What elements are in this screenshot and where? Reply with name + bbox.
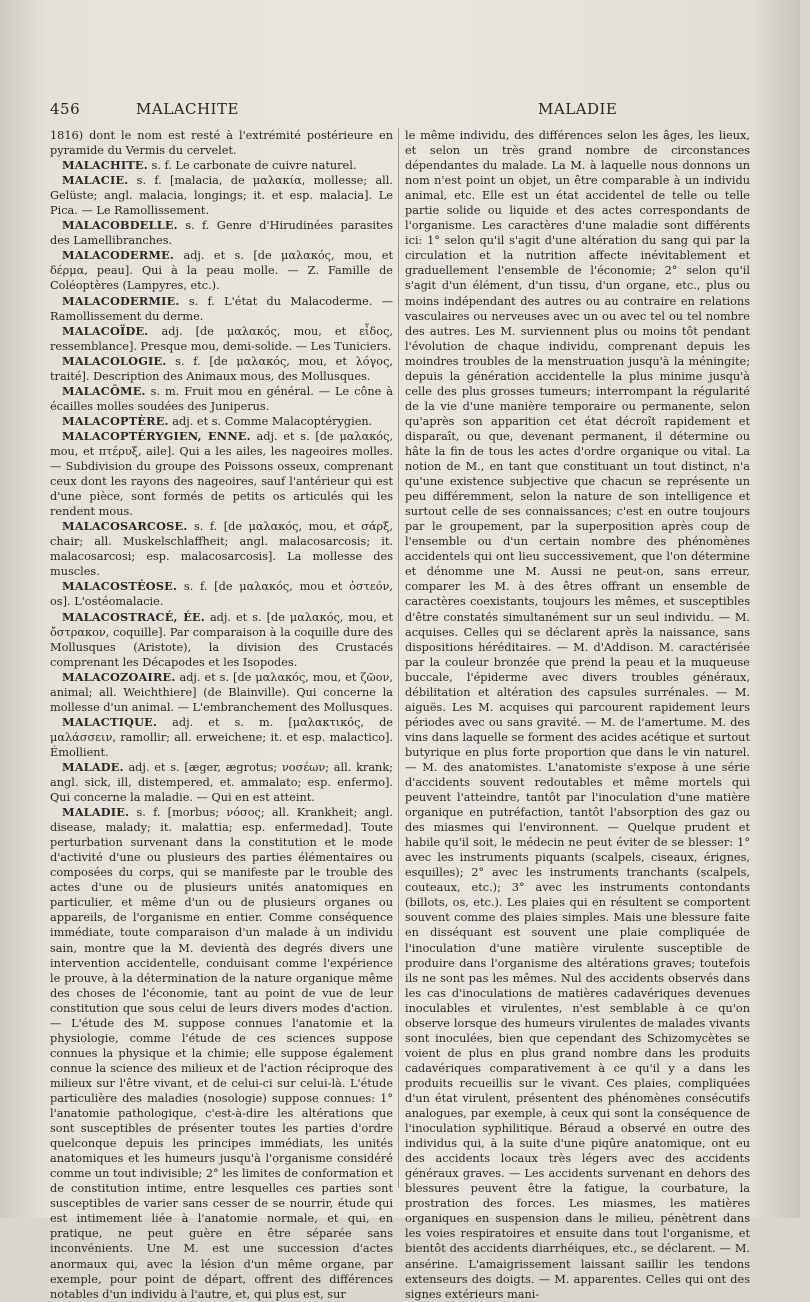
entry-headword: MALACOBDELLE. (62, 218, 178, 233)
entry-text: adj. et s. [de μαλακός, mou, et πτέρυξ, aile]. Qui a les ailes, les nageoires molles. — Subdivision du groupe des Poissons osseux, comprenant ceux dont les rayons des nageoires, sauf l'antérieur qui est d'une pièce, sont formés de petits os articulés qui les rendent mous. (50, 429, 393, 519)
dictionary-entry (50, 760, 393, 805)
dictionary-entry (50, 805, 393, 1302)
dictionary-entry (50, 429, 393, 519)
dictionary-entry (50, 414, 393, 429)
entry-text: s. m. Fruit mou en général. — Le cône à écailles molles soudées des Juniperus. (50, 384, 393, 413)
entry-headword: MALACOÏDE. (62, 323, 149, 338)
entry-headword: MALACÔME. (62, 383, 146, 398)
dictionary-entry (50, 173, 393, 218)
entry-text: adj. et s. [de μαλακός, mou, et ὄστρακον, coquille]. Par comparaison à la coquille dure des Mollusques (Aristote), la division des Crustacés comprenant les Décapodes et les Isopodes. (50, 610, 393, 669)
entry-text: s. f. L'état du Malacoderme. — Ramollissement du derme. (50, 294, 393, 323)
dictionary-entry (50, 715, 393, 760)
left-column (50, 128, 393, 1301)
entry-text: adj. et s. [de μαλακός, mou, et ζῶον, animal; all. Weichthiere] (de Blainville). Qui concerne la mollesse d'un animal. — L'embranchement des Mollusques. (50, 670, 393, 714)
header-right-word: MALADIE (538, 100, 618, 118)
dictionary-entry (50, 579, 393, 609)
dictionary-entry (50, 610, 393, 670)
entry-text: le même individu, des différences selon les âges, les lieux, et selon un très grand nombre de circonstances dépendantes du malade. La M. à laquelle nous donnons un nom n'est point un objet, un être comparable à un individu animal, etc. Elle est un état accidentel de telle ou telle partie solide ou liquide et des actes correspondants de l'organisme. Les caractères d'une maladie sont différents ici: 1° selon qu'il s'agit d'une altération du sang qui par la circulation et la nutrition affecte inévitablement et graduellement l'ensemble de l'économie; 2° selon qu'il s'agit d'un élément, d'un tissu, d'un organe, etc., plus ou moins indépendant des autres ou au contraire en relations vasculaires ou nerveuses avec un ou avec tel ou tel nombre des autres. Les M. surviennent plus ou moins tôt pendant l'évolution de chaque individu, comprenant depuis les moindres troubles de la menstruation jusqu'à la méningite; depuis la génération accidentelle la plus minime jusqu'à celle des plus grosses tumeurs; interrompant la régularité de la vie d'une manière temporaire ou permanente, selon qu'après son apparition cet état décroît rapidement et disparaît, ou que, devenant permanent, il détermine ou hâte la fin de tous les actes d'ordre organique ou vital. La notion de M., en tant que constituant un tout distinct, n'a qu'une existence subjective que chacun se représente un peu différemment, selon la nature de son intelligence et surtout celle de ses connaissances; c'est en outre toujours par le groupement, par la superposition après coup de l'ensemble ou d'un certain nombre des phénomènes accidentels qui ont lieu successivement, que l'on détermine et dénomme une M. Aussi ne peut-on, sans erreur, comparer les M. à des êtres offrant un ensemble de caractères coexistants, toujours les mêmes, et susceptibles d'être constatés simultanément sur un seul individu. — M. acquises. Celles qui se déclarent après la naissance, sans dispositions héréditaires. — M. d'Addison. M. caractérisée par la couleur bronzée que prend la peau et la muqueuse buccale, l'épiderme avec divers troubles généraux, débilitation et altération des capsules surrénales. — M. aiguës. Les M. acquises qui parcourent rapidement leurs périodes avec ou sans gravité. — M. de l'amertume. M. des vins dans laquelle se forment des acides acétique et surtout butyrique en plus forte proportion que dans le vin naturel. — M. des anatomistes. L'anatomiste s'expose à une série d'accidents souvent redoutables et même mortels qui peuvent l'atteindre, tantôt par l'inoculation d'une matière organique en putréfaction, tantôt l'absorption des gaz ou des miasmes qui l'environnent. — Quelque prudent et habile qu'il soit, le médecin ne peut éviter de se blesser: 1° avec les instruments piquants (scalpels, ciseaux, érignes, esquilles); 2° avec les instruments tranchants (scalpels, couteaux, etc.); 3° avec les instruments contondants (billots, os, etc.). Les plaies qui en résultent se comportent souvent comme des plaies simples. Mais une blessure faite en disséquant est souvent une plaie compliquée de l'inoculation d'une matière virulente susceptible de produire dans l'organisme des altérations graves; toutefois ils ne sont pas les mêmes. Nul des accidents observés dans les cas d'inoculations de matières cadavériques devenues inoculables et virulentes, n'est semblable à ce qu'on observe lorsque des humeurs virulentes de malades vivants sont inoculées, bien que cependant des Schizomycètes se voient de plus en plus grand nombre dans les produits cadavériques comparativement à ce qu'il y a dans les produits recueillis sur le vivant. Ces plaies, compliquées d'un état virulent, présentent des phénomènes consécutifs analogues, par exemple, à ceux qui sont la conséquence de l'inoculation syphilitique. Béraud a observé en outre des individus qui, à la suite d'une piqûre anatomique, ont eu des accidents locaux très légers avec des accidents généraux graves. — Les accidents survenant en dehors des blessures peuvent être la fatigue, la courbature, la prostration des forces. Les miasmes, les matières organiques en suspension dans le milieu, pénètrent dans les voies respiratoires et ensuite dans tout l'organisme, et bientôt des accidents diarrhéiques, etc., se déclarent. — M. ansérine. L'amaigrissement laissant saillir les tendons extenseurs des doigts. — M. apparentes. Celles qui ont des signes extérieurs mani- (405, 129, 750, 1301)
entry-headword: MALACOSARCOSE. (62, 519, 188, 534)
column-divider (398, 128, 399, 1188)
entry-text: adj. [de μαλακός, mou, et εἶδος, ressemblance]. Presque mou, demi-solide. — Les Tuniciers. (50, 324, 393, 353)
entry-text: 1816) dont le nom est resté à l'extrémité postérieure en pyramide du Vermis du cervelet. (50, 129, 393, 158)
dictionary-entry (50, 670, 393, 715)
page-number: 456 (50, 100, 81, 118)
entry-headword: MALACODERMIE. (62, 293, 180, 308)
entry-headword: MALACOPTÉRYGIEN, ENNE. (62, 428, 251, 443)
entry-text: s. f. [morbus; νόσος; all. Krankheit; angl. disease, malady; it. malattia; esp. enfermedad]. Toute perturbation survenant dans la constitution et le mode d'activité d'une ou plusieurs des parties élémentaires ou composées du corps, qui se manifeste par le trouble des actes d'une ou de plusieurs unités anatomiques en particulier, et même d'un ou de plusieurs organes ou appareils, de l'organisme en entier. Comme conséquence immédiate, toute comparaison d'un malade à un individu sain, montre que la M. devientà des degrés divers une intervention accidentelle, conduisant comme l'expérience le prouve, à la détermination de la nature organique même des choses de l'économie, tant au point de vue de leur constitution que sous celui de leurs divers modes d'action. — L'étude des M. suppose connues l'anatomie et la physiologie, comme l'étude de ces sciences suppose connues la physique et la chimie; elle suppose également connue la science des milieux et de l'action réciproque des milieux sur l'être vivant, et de celui-ci sur celui-là. L'étude particulière des maladies (nosologie) suppose connues: 1° l'anatomie pathologique, c'est-à-dire les altérations que sont susceptibles de présenter toutes les parties d'ordre quelconque depuis les principes immédiats, les unités anatomiques et les humeurs jusqu'à l'organisme considéré comme un tout indivisible; 2° les limites de conformation et de constitution intime, entre lesquelles ces parties sont susceptibles de varier sans cesser de se nourrir, étude qui est intimement liée à l'anatomie normale, et qui, en pratique, ne peut guère en être séparée sans inconvénients. Une M. est une succession d'actes anormaux qui, avec la lésion d'un même organe, par exemple, pour point de départ, offrent des différences notables d'un individu à l'autre, et, qui plus est, sur (50, 806, 393, 1301)
dictionary-entry (50, 128, 393, 158)
entry-headword: MALADE. (62, 759, 124, 774)
right-column (405, 128, 750, 1301)
entry-headword: MALACOZOAIRE. (62, 669, 176, 684)
entry-headword: MALACOLOGIE. (62, 353, 167, 368)
running-header (50, 100, 810, 122)
dictionary-entry (50, 294, 393, 324)
entry-text: s. f. [de μαλακός, mou, et σάρξ, chair; all. Muskelschlaffheit; angl. malacosarcosis; it. malacosarcosi; esp. malacosarcosis]. La mollesse des muscles. (50, 520, 393, 579)
entry-text: s. f. Le carbonate de cuivre naturel. (147, 159, 357, 173)
dictionary-entry (50, 354, 393, 384)
entry-headword: MALACTIQUE. (62, 714, 158, 729)
dictionary-entry (50, 384, 393, 414)
entry-text: adj. et s. Comme Malacoptérygien. (168, 414, 373, 428)
entry-text: s. f. Genre d'Hirudinées parasites des Lamellibranches. (50, 219, 393, 248)
entry-headword: MALACOSTÉOSE. (62, 579, 178, 594)
entry-headword: MALACODERME. (62, 248, 175, 263)
dictionary-entry (50, 248, 393, 293)
header-left-word: MALACHITE (136, 100, 239, 118)
entry-text: adj. et s. [de μαλακός, mou, et δέρμα, peau]. Qui à la peau molle. — Z. Famille de Coléoptères (Lampyres, etc.). (50, 249, 393, 293)
entry-text: adj. et s. [æger, ægrotus; νοσέων; all. krank; angl. sick, ill, distempered, et. ammalato; esp. enfermo]. Qui concerne la maladie. — Qui en est atteint. (50, 760, 393, 805)
entry-text: adj. et s. m. [μαλακτικός, de μαλάσσειν, ramollir; all. erweichene; it. et esp. malactico]. Émollient. (50, 715, 393, 759)
dictionary-entry (50, 324, 393, 354)
entry-headword: MALADIE. (62, 805, 130, 820)
dictionary-entry (50, 218, 393, 248)
entry-text: s. f. [malacia, de μαλακία, mollesse; all. Gelüste; angl. malacia, longings; it. et esp. malacia]. Le Pica. — Le Ramollissement. (50, 174, 393, 218)
entry-headword: MALACHITE. (62, 158, 148, 173)
entry-text: s. f. [de μαλακός, mou, et λόγος, traité]. Description des Animaux mous, des Mollusques. (50, 354, 393, 383)
entry-headword: MALACOSTRACÉ, ÉE. (62, 609, 205, 624)
entry-headword: MALACIE. (62, 173, 129, 188)
dictionary-entry (50, 158, 393, 173)
entry-text: s. f. [de μαλακός, mou et ὀστεόν, os]. L'ostéomalacie. (50, 580, 393, 609)
dictionary-entry (405, 128, 750, 1302)
dictionary-entry (50, 519, 393, 579)
entry-headword: MALACOPTÈRE. (62, 413, 169, 428)
